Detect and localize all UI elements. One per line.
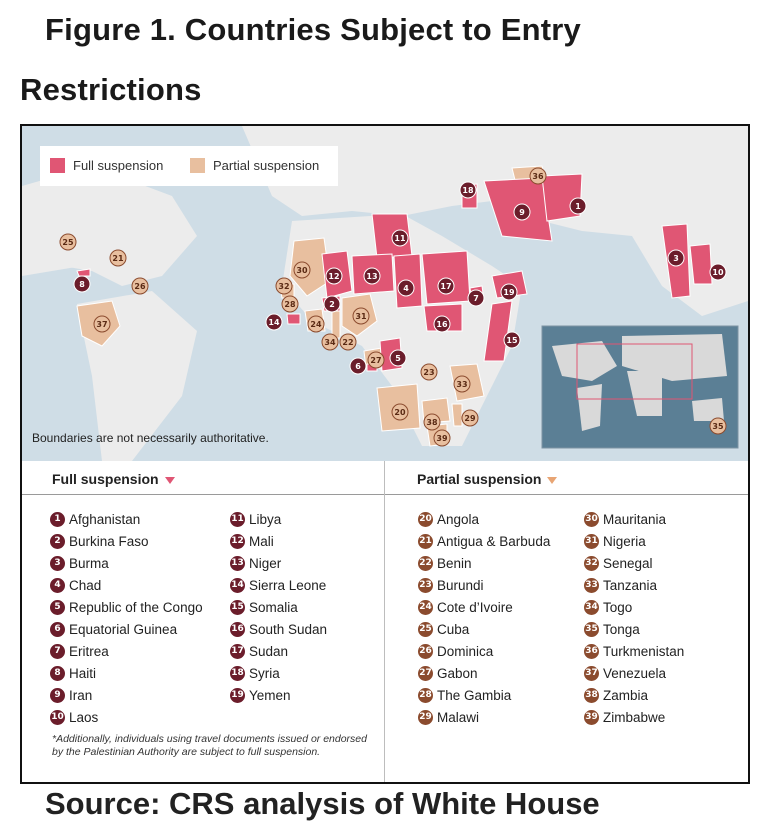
list-item (418, 552, 550, 574)
list-item (584, 574, 684, 596)
country-name: Sierra Leone (249, 577, 327, 593)
list-item (584, 684, 684, 706)
marker-label: 30 (296, 266, 308, 275)
marker-label: 6 (355, 362, 361, 371)
number-badge: 28 (418, 688, 433, 703)
number-badge: 4 (50, 578, 65, 593)
map-marker-35 (710, 418, 726, 434)
list-item (50, 618, 203, 640)
map-marker-1 (570, 198, 586, 214)
number-badge: 17 (230, 644, 245, 659)
map-marker-9 (514, 204, 530, 220)
map-marker-13 (364, 268, 380, 284)
list-item (584, 618, 684, 640)
country-name: Dominica (437, 643, 494, 659)
map-marker-26 (132, 278, 148, 294)
number-badge: 14 (230, 578, 245, 593)
map-marker-23 (421, 364, 437, 380)
map-marker-19 (501, 284, 517, 300)
map-legend (40, 146, 338, 186)
country-name: Malawi (437, 709, 480, 725)
marker-label: 16 (436, 320, 448, 329)
marker-label: 10 (712, 268, 724, 277)
map-marker-6 (350, 358, 366, 374)
partial-list-col-2 (584, 508, 684, 728)
number-badge: 23 (418, 578, 433, 593)
number-badge: 39 (584, 710, 599, 725)
marker-label: 17 (440, 282, 452, 291)
figure-title-continued: Restrictions (20, 72, 202, 107)
list-item (50, 684, 203, 706)
list-item (584, 706, 684, 728)
region-laos (690, 244, 712, 284)
country-name: Zambia (603, 687, 649, 703)
country-name: Tonga (603, 621, 640, 637)
country-name: Libya (249, 511, 282, 527)
inset-land-australia (692, 398, 724, 421)
country-name: Syria (249, 665, 280, 681)
country-name: Benin (437, 555, 472, 571)
country-name: Burkina Faso (69, 533, 149, 549)
number-badge: 25 (418, 622, 433, 637)
marker-label: 24 (310, 320, 322, 329)
list-item (50, 640, 203, 662)
number-badge: 27 (418, 666, 433, 681)
list-item (418, 662, 550, 684)
list-item (584, 640, 684, 662)
partial-heading-rule (385, 494, 748, 495)
number-badge: 20 (418, 512, 433, 527)
map-marker-4 (398, 280, 414, 296)
legend-partial-label: Partial suspension (213, 158, 320, 173)
map-marker-33 (454, 376, 470, 392)
list-item (584, 530, 684, 552)
marker-label: 27 (370, 356, 382, 365)
map-marker-22 (340, 334, 356, 350)
map-marker-8 (74, 276, 90, 292)
legend-partial-swatch (190, 158, 205, 173)
list-item (50, 530, 203, 552)
country-name: Burma (69, 555, 109, 571)
full-heading-rule (22, 494, 384, 495)
number-badge: 37 (584, 666, 599, 681)
list-item (230, 640, 327, 662)
number-badge: 13 (230, 556, 245, 571)
legend-partial (190, 158, 319, 173)
partial-suspension-heading (417, 471, 557, 487)
list-item (230, 684, 327, 706)
map-marker-36 (530, 168, 546, 184)
marker-label: 23 (423, 368, 435, 377)
list-item (50, 662, 203, 684)
list-item (230, 596, 327, 618)
map-marker-37 (94, 316, 110, 332)
list-item (418, 530, 550, 552)
number-badge: 1 (50, 512, 65, 527)
footnote: *Additionally, individuals using travel documents issued or endorsed by the Palestinian Authority are subject to full suspension. (52, 733, 367, 758)
marker-label: 9 (519, 208, 525, 217)
list-item (418, 574, 550, 596)
number-badge: 15 (230, 600, 245, 615)
marker-label: 18 (462, 186, 474, 195)
number-badge: 34 (584, 600, 599, 615)
country-name: Haiti (69, 665, 97, 681)
marker-label: 2 (329, 300, 335, 309)
partial-heading-text: Partial suspension (417, 471, 542, 487)
country-name: Chad (69, 577, 102, 593)
number-badge: 16 (230, 622, 245, 637)
triangle-down-icon (165, 477, 175, 484)
map-marker-25 (60, 234, 76, 250)
country-name: Eritrea (69, 643, 109, 659)
country-name: Yemen (249, 687, 291, 703)
number-badge: 3 (50, 556, 65, 571)
country-name: Cuba (437, 621, 470, 637)
map-marker-21 (110, 250, 126, 266)
number-badge: 36 (584, 644, 599, 659)
country-name: Burundi (437, 577, 484, 593)
marker-label: 32 (278, 282, 290, 291)
list-item (50, 574, 203, 596)
list-item (418, 618, 550, 640)
number-badge: 35 (584, 622, 599, 637)
legend-full (50, 158, 163, 173)
figure-title: Figure 1. Countries Subject to Entry (45, 12, 581, 47)
map-marker-38 (424, 414, 440, 430)
map-marker-30 (294, 262, 310, 278)
full-list-col-2 (230, 508, 327, 706)
country-name: Mauritania (603, 511, 667, 527)
marker-label: 20 (394, 408, 406, 417)
map-marker-7 (468, 290, 484, 306)
map-marker-18 (460, 182, 476, 198)
region-benin-togo (332, 308, 340, 338)
country-name: Republic of the Congo (69, 599, 203, 615)
list-item (584, 508, 684, 530)
marker-label: 3 (673, 254, 679, 263)
list-item (230, 662, 327, 684)
list-item (584, 552, 684, 574)
list-item (50, 508, 203, 530)
marker-label: 19 (503, 288, 515, 297)
map-marker-16 (434, 316, 450, 332)
marker-label: 25 (62, 238, 74, 247)
marker-label: 14 (268, 318, 280, 327)
marker-label: 28 (284, 300, 296, 309)
country-name: Zimbabwe (603, 709, 666, 725)
map-marker-24 (308, 316, 324, 332)
number-badge: 29 (418, 710, 433, 725)
map-marker-39 (434, 430, 450, 446)
number-badge: 6 (50, 622, 65, 637)
map-marker-17 (438, 278, 454, 294)
marker-label: 4 (403, 284, 409, 293)
country-name: Equatorial Guinea (69, 621, 178, 637)
region-malawi (452, 404, 462, 426)
map-marker-11 (392, 230, 408, 246)
marker-label: 35 (712, 422, 724, 431)
number-badge: 10 (50, 710, 65, 725)
list-item (584, 662, 684, 684)
number-badge: 11 (230, 512, 245, 527)
marker-label: 31 (355, 312, 367, 321)
list-item (50, 706, 203, 728)
country-name: The Gambia (437, 687, 512, 703)
country-name: Afghanistan (69, 511, 141, 527)
number-badge: 24 (418, 600, 433, 615)
marker-label: 26 (134, 282, 146, 291)
marker-label: 13 (366, 272, 378, 281)
list-item (418, 596, 550, 618)
country-name: Tanzania (603, 577, 658, 593)
map-marker-34 (322, 334, 338, 350)
number-badge: 18 (230, 666, 245, 681)
map-marker-2 (324, 296, 340, 312)
figure-frame (20, 124, 750, 784)
list-item (584, 596, 684, 618)
source-line: Source: CRS analysis of White House (45, 786, 600, 821)
list-item (230, 574, 327, 596)
marker-label: 11 (394, 234, 406, 243)
map-marker-3 (668, 250, 684, 266)
list-item (230, 508, 327, 530)
country-name: Togo (603, 599, 633, 615)
marker-label: 29 (464, 414, 476, 423)
number-badge: 9 (50, 688, 65, 703)
map-marker-15 (504, 332, 520, 348)
country-name: Laos (69, 709, 99, 725)
full-list-col-1 (50, 508, 203, 728)
number-badge: 26 (418, 644, 433, 659)
marker-label: 38 (426, 418, 438, 427)
marker-label: 21 (112, 254, 124, 263)
list-item (230, 618, 327, 640)
map-marker-29 (462, 410, 478, 426)
partial-list-col-1 (418, 508, 550, 728)
legend-full-label: Full suspension (73, 158, 164, 173)
country-name: Cote d’Ivoire (437, 599, 513, 615)
number-badge: 8 (50, 666, 65, 681)
list-item (418, 640, 550, 662)
marker-label: 1 (575, 202, 581, 211)
list-item (418, 706, 550, 728)
marker-label: 33 (456, 380, 468, 389)
inset-map (542, 326, 738, 448)
number-badge: 31 (584, 534, 599, 549)
number-badge: 21 (418, 534, 433, 549)
country-name: Iran (69, 687, 93, 703)
map-marker-32 (276, 278, 292, 294)
marker-label: 8 (79, 280, 85, 289)
marker-label: 12 (328, 272, 340, 281)
country-list (22, 461, 748, 784)
triangle-down-icon (547, 477, 557, 484)
country-name: Antigua & Barbuda (437, 533, 551, 549)
country-name: Somalia (249, 599, 298, 615)
map-marker-12 (326, 268, 342, 284)
number-badge: 32 (584, 556, 599, 571)
number-badge: 30 (584, 512, 599, 527)
number-badge: 38 (584, 688, 599, 703)
legend-full-swatch (50, 158, 65, 173)
marker-label: 34 (324, 338, 336, 347)
country-name: Nigeria (603, 533, 646, 549)
full-heading-text: Full suspension (52, 471, 159, 487)
country-name: Senegal (603, 555, 653, 571)
full-suspension-heading (52, 471, 175, 487)
marker-label: 5 (395, 354, 401, 363)
list-item (418, 684, 550, 706)
marker-label: 36 (532, 172, 544, 181)
map-marker-10 (710, 264, 726, 280)
number-badge: 7 (50, 644, 65, 659)
country-name: Sudan (249, 643, 289, 659)
marker-label: 37 (96, 320, 108, 329)
map-marker-31 (353, 308, 369, 324)
number-badge: 5 (50, 600, 65, 615)
list-item (230, 552, 327, 574)
marker-label: 39 (436, 434, 448, 443)
boundary-note: Boundaries are not necessarily authoritative. (32, 431, 269, 445)
list-item (230, 530, 327, 552)
map-marker-27 (368, 352, 384, 368)
map-marker-20 (392, 404, 408, 420)
country-name: Turkmenistan (603, 643, 685, 659)
number-badge: 2 (50, 534, 65, 549)
country-name: Niger (249, 555, 282, 571)
country-name: Mali (249, 533, 274, 549)
map-marker-14 (266, 314, 282, 330)
country-name: Gabon (437, 665, 478, 681)
number-badge: 33 (584, 578, 599, 593)
country-name: South Sudan (249, 621, 328, 637)
column-divider (384, 461, 385, 784)
list-item (418, 508, 550, 530)
list-item (50, 552, 203, 574)
marker-label: 22 (342, 338, 354, 347)
region-sierra-leone (287, 314, 300, 324)
list-item (50, 596, 203, 618)
map-marker-5 (390, 350, 406, 366)
marker-label: 15 (506, 336, 518, 345)
number-badge: 19 (230, 688, 245, 703)
country-name: Angola (437, 511, 480, 527)
number-badge: 12 (230, 534, 245, 549)
map-marker-28 (282, 296, 298, 312)
country-name: Venezuela (603, 665, 667, 681)
number-badge: 22 (418, 556, 433, 571)
marker-label: 7 (473, 294, 479, 303)
